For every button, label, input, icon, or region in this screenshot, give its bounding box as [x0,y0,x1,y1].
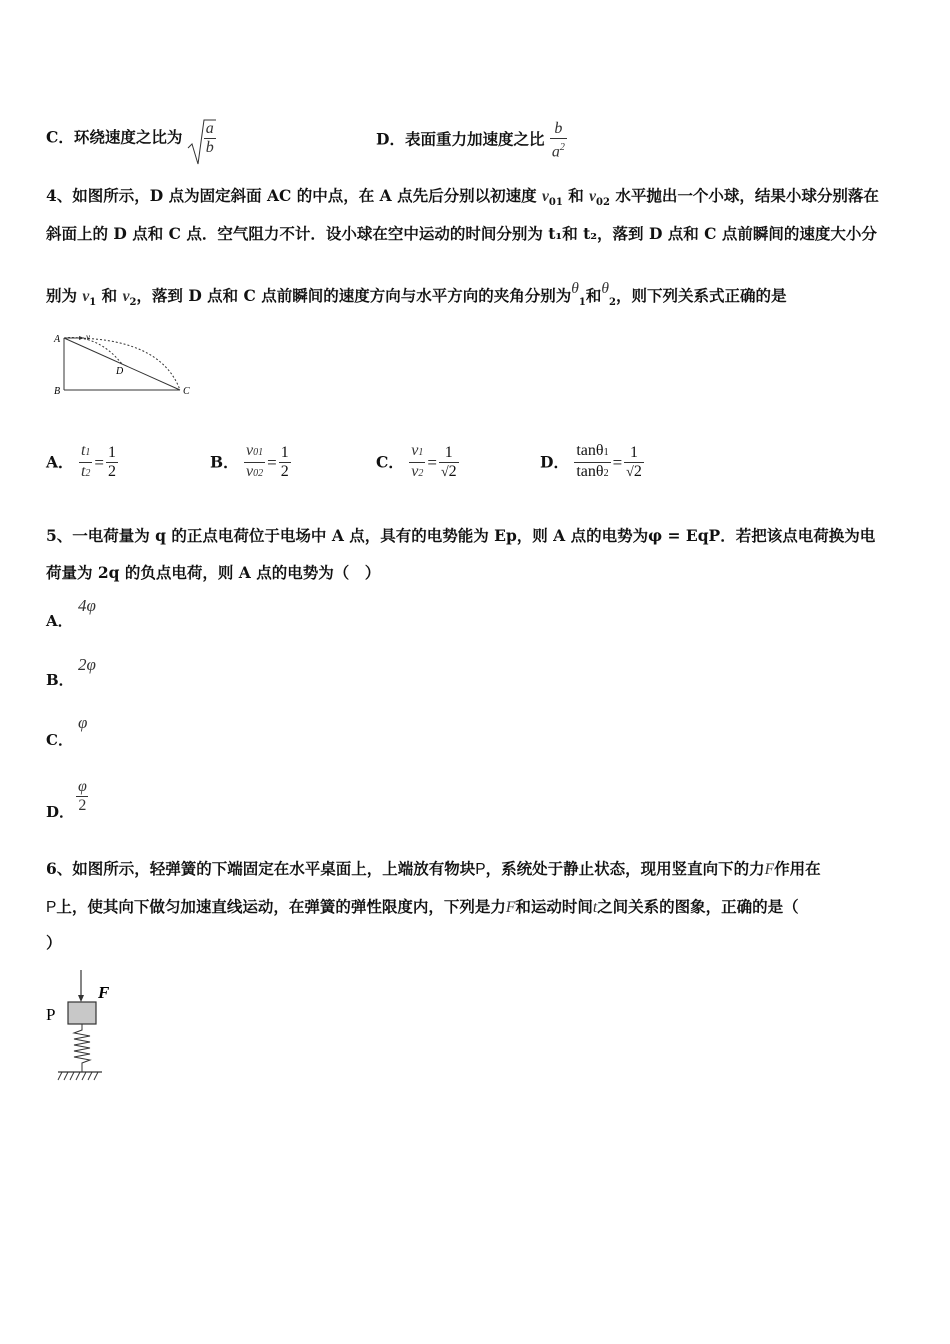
q6-line-1: 6、如图所示，轻弹簧的下端固定在水平桌面上，上端放有物块P，系统处于静止状态，现用竖直向下的力F作用在 [46,859,821,878]
q4-option-a: A． $\frac{t1}{t2}$ = $\frac{1}{2}$ [46,442,118,483]
label-c: C [183,386,190,397]
q4-line-2: 斜面上的 D 点和 C 点．空气阻力不计．设小球在空中运动的时间分别为 t₁和 t₂，落到 D 点和 C 点前瞬间的速度大小分 [46,224,877,243]
q5-option-c-value: φ [78,713,88,732]
q5-option-a-value: 4φ [78,596,96,615]
q5-option-a-label: A． [46,612,73,630]
q3-option-c: C．环绕速度之比为 $\frac{a}{b}$ [46,120,216,157]
q5-option-d-value: $\frac{\varphi}{2}$ [78,778,87,814]
q6-line-3: ） [46,933,62,952]
spring-block-figure [44,968,124,1092]
q5-option-b-value: 2φ [78,655,96,674]
q5-option-d-label: D． [46,803,75,821]
q4-line-1: 4、如图所示，D 点为固定斜面 AC 的中点，在 A 点先后分别以初速度 $v_{01}$ 和 $v_{02}$ 水平抛出一个小球，结果小球分别落在 [46,186,879,209]
q4-option-c: C． $\frac{v1}{v2}$ = $\frac{1}{√2}$ [376,442,459,483]
label-f: F [98,983,110,1002]
q5-option-c-label: C． [46,731,73,749]
incline-figure [50,328,200,400]
label-p: P [46,1005,56,1024]
label-b: B [54,386,61,397]
q3-option-d: D．表面重力加速度之比 $\frac{b}{a^2}$ [376,120,565,161]
label-a: A [54,334,61,345]
label-v: v [86,332,90,342]
label-d: D [116,366,124,377]
q4-line-3: 别为 $v_1$ 和 $v_2$，落到 D 点和 C 点前瞬间的速度方向与水平方向的夹角分别为$\theta_1$和$\theta_2$，则下列关系式正确的是 [46,280,787,309]
q5-line-1: 5、一电荷量为 q 的正点电荷位于电场中 A 点，具有的电势能为 Ep，则 A 点的电势为φ = EqP．若把该点电荷换为电 [46,526,876,545]
sqrt-fraction: $\frac{a}{b}$ [190,120,216,157]
q4-option-b: B． $\frac{v01}{v02}$ = $\frac{1}{2}$ [210,442,291,483]
fraction: $\frac{b}{a^2}$ [551,120,565,161]
q5-option-b-label: B． [46,671,74,689]
q6-line-2: P上，使其向下做匀加速直线运动，在弹簧的弹性限度内，下列是力F和运动时间t之间关系的图象，正确的是（ [46,897,799,916]
q4-option-d: D． $\frac{\tan\theta 1}{\tan\theta 2}$ = $\frac{1}{√2}$ [540,442,644,483]
q5-line-2: 荷量为 2q 的负点电荷，则 A 点的电势为（ ） [46,563,381,582]
radical-sign [186,118,216,168]
